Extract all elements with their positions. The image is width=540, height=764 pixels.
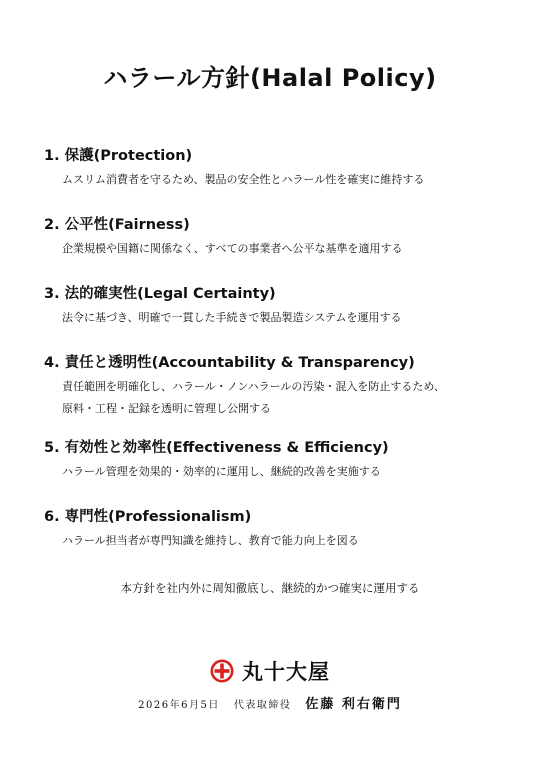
policy-description: ムスリム消費者を守るため、製品の安全性とハラール性を確実に維持する (62, 173, 425, 186)
policy-item-professionalism (44, 507, 514, 552)
policy-item-legal-certainty (44, 284, 514, 329)
representative-role: 代表取締役 (233, 700, 292, 711)
policy-heading: 5. 有効性と効率性(Effectiveness & Efficiency) (44, 440, 389, 456)
policy-heading: 4. 責任と透明性(Accountability & Transparency) (44, 355, 415, 371)
policy-item-accountability (44, 353, 514, 420)
policy-heading: 3. 法的確実性(Legal Certainty) (44, 286, 276, 302)
signature-line (0, 693, 540, 712)
policy-description: 企業規模や国籍に関係なく、すべての事業者へ公平な基準を適用する (62, 242, 403, 255)
policy-description: 法令に基づき、明確で一貫した手続きで製品製造システムを運用する (62, 311, 402, 324)
policy-item-protection (44, 146, 514, 191)
policy-heading: 1. 保護(Protection) (44, 148, 193, 164)
policy-heading: 6. 専門性(Professionalism) (44, 509, 252, 525)
closing-statement: 本方針を社内外に周知徹底し、継続的かつ確実に運用する (120, 581, 420, 595)
policy-heading: 2. 公平性(Fairness) (44, 217, 190, 233)
policy-description: 責任範囲を明確化し、ハラール・ノンハラールの汚染・混入を防止するため、 原料・工程・記録を透明に管理し公開する (62, 380, 445, 415)
page-title: ハラール方針(Halal Policy) (103, 64, 437, 92)
company-block (0, 656, 540, 686)
policy-item-fairness (44, 215, 514, 260)
policy-description: ハラール担当者が専門知識を維持し、教育で能力向上を図る (62, 534, 359, 547)
company-name: 丸十大屋 (242, 659, 330, 684)
policy-item-effectiveness (44, 438, 514, 483)
policy-description: ハラール管理を効果的・効率的に運用し、継続的改善を実施する (62, 465, 381, 478)
maru-juji-logo-icon (210, 659, 234, 683)
representative-name: 佐藤 利右衛門 (305, 697, 402, 712)
issue-date: 2026年6月5日 (138, 700, 220, 711)
policy-list (44, 146, 514, 576)
